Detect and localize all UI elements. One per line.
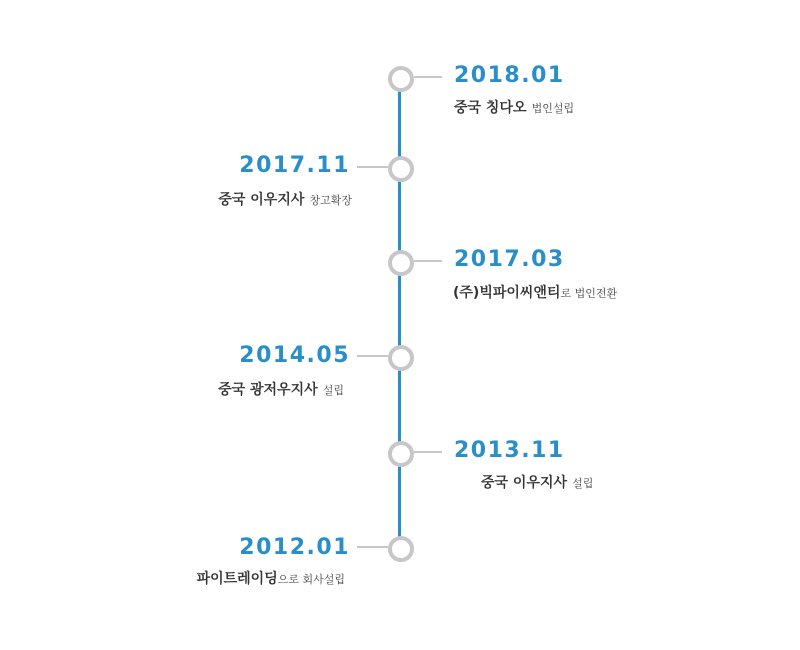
event-main: 중국 광저우지사 — [218, 382, 318, 398]
event-date: 2018.01 — [454, 63, 565, 88]
event-date: 2013.11 — [454, 438, 565, 463]
event-sub: 으로 회사설립 — [277, 573, 345, 586]
timeline-connector — [357, 166, 388, 168]
event-sub: 설립 — [322, 384, 344, 397]
event-description — [481, 472, 593, 494]
timeline-connector — [414, 451, 442, 453]
event-date: 2017.03 — [454, 247, 565, 272]
event-date: 2012.01 — [239, 535, 350, 560]
timeline-node — [388, 250, 414, 276]
event-sub: 설립 — [572, 477, 594, 490]
timeline-node — [388, 536, 414, 562]
timeline-connector — [357, 355, 388, 357]
event-sub: 법인설립 — [531, 102, 575, 115]
event-description — [453, 282, 617, 304]
timeline-node — [388, 345, 414, 371]
timeline-axis — [398, 77, 401, 547]
event-main: 중국 이우지사 — [218, 192, 305, 208]
timeline-connector — [414, 76, 442, 78]
timeline-node — [388, 66, 414, 92]
event-sub: 로 법인전환 — [560, 287, 618, 300]
event-main: 중국 칭다오 — [454, 100, 527, 116]
timeline-node — [388, 156, 414, 182]
event-date: 2014.05 — [239, 343, 350, 368]
event-main: 파이트레이딩 — [196, 571, 278, 587]
event-description — [218, 379, 344, 401]
timeline-connector — [414, 260, 442, 262]
timeline-node — [388, 441, 414, 467]
timeline-connector — [357, 546, 388, 548]
event-sub: 창고확장 — [309, 194, 352, 207]
event-date: 2017.11 — [239, 153, 350, 178]
event-description — [218, 189, 352, 211]
event-main: 중국 이우지사 — [481, 475, 568, 491]
event-main: (주)빅파이씨앤티 — [453, 285, 561, 301]
event-description — [197, 568, 345, 590]
event-description — [454, 97, 574, 119]
